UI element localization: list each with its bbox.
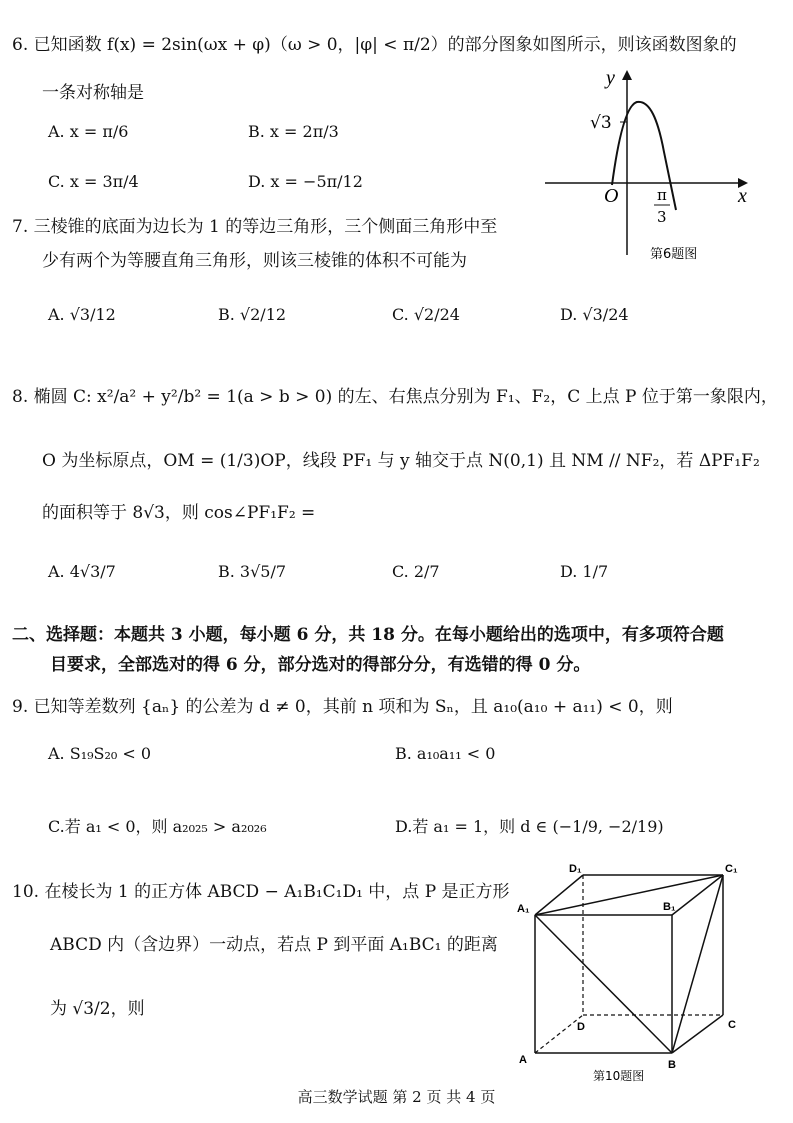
label-d: D — [577, 1021, 585, 1033]
q7-line1-text: 7. 三棱锥的底面为边长为 1 的等边三角形，三个侧面三角形中至 — [12, 217, 498, 237]
q8-line3 — [42, 498, 315, 523]
cube-edge — [672, 1015, 723, 1053]
cube-edge — [535, 1015, 583, 1053]
q10-line2 — [50, 930, 498, 955]
q6-x-label: x — [738, 185, 747, 207]
q8-line1-text: 8. 椭圆 C: x²/a² + y²/b² = 1(a > b > 0) 的左、右焦点分别为 F₁、F₂，C 上点 P 位于第一象限内， — [12, 387, 778, 407]
q7-option-d — [560, 305, 629, 324]
q7-option-b-text: B. √2/12 — [218, 305, 287, 324]
q9-option-a-text: A. S₁₉S₂₀ < 0 — [48, 744, 152, 763]
triangle-edge-a1-c1 — [535, 875, 723, 915]
q9-option-d-text: D.若 a₁ = 1，则 d ∈ (−1/9, −2/19) — [395, 817, 664, 836]
q6-option-a — [48, 122, 128, 141]
page-footer-text: 高三数学试题 第 2 页 共 4 页 — [297, 1088, 496, 1106]
q8-line2 — [42, 446, 760, 471]
q6-option-d — [248, 172, 363, 191]
q6-x-tick-num: π — [657, 186, 667, 204]
q8-line2-text: O 为坐标原点，OM = (1/3)OP，线段 PF₁ 与 y 轴交于点 N(0,1) 且 NM // NF₂，若 ΔPF₁F₂ — [42, 451, 760, 471]
q10-line1-text: 10. 在棱长为 1 的正方体 ABCD − A₁B₁C₁D₁ 中，点 P 是正方形 — [12, 882, 510, 902]
cube-edge — [535, 875, 583, 915]
q8-option-a — [48, 562, 116, 581]
q8-option-b — [218, 562, 286, 581]
q8-option-a-text: A. 4√3/7 — [48, 562, 116, 581]
q9-option-a — [48, 744, 151, 763]
q10-figure-caption: 第10题图 — [593, 1069, 645, 1083]
q6-origin-label: O — [604, 185, 619, 207]
section2-line1-text: 二、选择题：本题共 3 小题，每小题 6 分，共 18 分。在每小题给出的选项中，有多项符合题 — [12, 625, 724, 645]
q6-option-c — [48, 172, 139, 191]
q6-y-arrow — [622, 70, 632, 80]
q6-graph — [540, 60, 770, 260]
q6-line2 — [42, 78, 144, 103]
q6-line1-text: 6. 已知函数 f(x) = 2sin(ωx + φ)（ω > 0，|φ| < π/2）的部分图象如图所示，则该函数图象的 — [12, 35, 737, 55]
q7-option-b — [218, 305, 286, 324]
q7-line2 — [42, 246, 467, 271]
q8-line3-text: 的面积等于 8√3，则 cos∠PF₁F₂ = — [42, 503, 316, 523]
q7-line2-text: 少有两个为等腰直角三角形，则该三棱锥的体积不可能为 — [42, 251, 467, 271]
q10-line3 — [50, 994, 145, 1019]
label-a: A — [519, 1054, 527, 1066]
q9-option-d — [395, 814, 664, 837]
q10-line1 — [12, 877, 510, 902]
q8-option-c-text: C. 2/7 — [392, 562, 440, 581]
q7-option-c-text: C. √2/24 — [392, 305, 460, 324]
q6-line1 — [12, 30, 737, 55]
label-b1: B₁ — [663, 901, 676, 913]
q8-option-d-text: D. 1/7 — [560, 562, 609, 581]
q9-option-b-text: B. a₁₀a₁₁ < 0 — [395, 744, 496, 763]
q9-option-b — [395, 744, 495, 763]
q6-graph-caption: 第6题图 — [650, 247, 698, 260]
q9-option-c-text: C.若 a₁ < 0，则 a₂₀₂₅ > a₂₀₂₆ — [48, 817, 267, 836]
label-d1: D₁ — [569, 863, 582, 875]
label-a1: A₁ — [517, 903, 530, 915]
section2-line1 — [12, 620, 724, 645]
q7-option-a — [48, 305, 116, 324]
label-b: B — [668, 1059, 676, 1071]
q6-option-b — [248, 122, 339, 141]
q6-option-c-text: C. x = 3π/4 — [48, 172, 139, 191]
q8-option-b-text: B. 3√5/7 — [218, 562, 287, 581]
section2-line2 — [50, 650, 590, 675]
q10-line2-text: ABCD 内（含边界）一动点，若点 P 到平面 A₁BC₁ 的距离 — [50, 935, 498, 955]
q7-line1 — [12, 212, 497, 237]
q7-option-c — [392, 305, 460, 324]
q9-line1 — [12, 692, 673, 717]
q8-option-d — [560, 562, 608, 581]
q6-option-d-text: D. x = −5π/12 — [248, 172, 363, 191]
q6-x-tick-den: 3 — [657, 208, 667, 226]
q8-line1 — [12, 382, 778, 407]
q6-y-tick-label: √3 — [590, 113, 612, 133]
q10-cube-figure — [505, 860, 755, 1085]
page-footer — [0, 1086, 793, 1107]
triangle-edge-a1-b — [535, 915, 672, 1053]
q7-option-d-text: D. √3/24 — [560, 305, 629, 324]
q6-line2-text: 一条对称轴是 — [42, 83, 144, 103]
q10-line3-text: 为 √3/2，则 — [50, 999, 145, 1019]
q7-option-a-text: A. √3/12 — [48, 305, 116, 324]
label-c: C — [728, 1019, 736, 1031]
triangle-edge-b-c1 — [672, 875, 723, 1053]
q9-line1-text: 9. 已知等差数列 {aₙ} 的公差为 d ≠ 0，其前 n 项和为 Sₙ，且 a₁₀(a₁₀ + a₁₁) < 0，则 — [12, 697, 673, 717]
q9-option-c — [48, 814, 267, 837]
q8-option-c — [392, 562, 440, 581]
section2-line2-text: 目要求，全部选对的得 6 分，部分选对的得部分分，有选错的得 0 分。 — [50, 655, 591, 675]
label-c1: C₁ — [725, 863, 738, 875]
q6-y-label: y — [606, 67, 615, 89]
q6-option-a-text: A. x = π/6 — [48, 122, 129, 141]
q6-option-b-text: B. x = 2π/3 — [248, 122, 339, 141]
